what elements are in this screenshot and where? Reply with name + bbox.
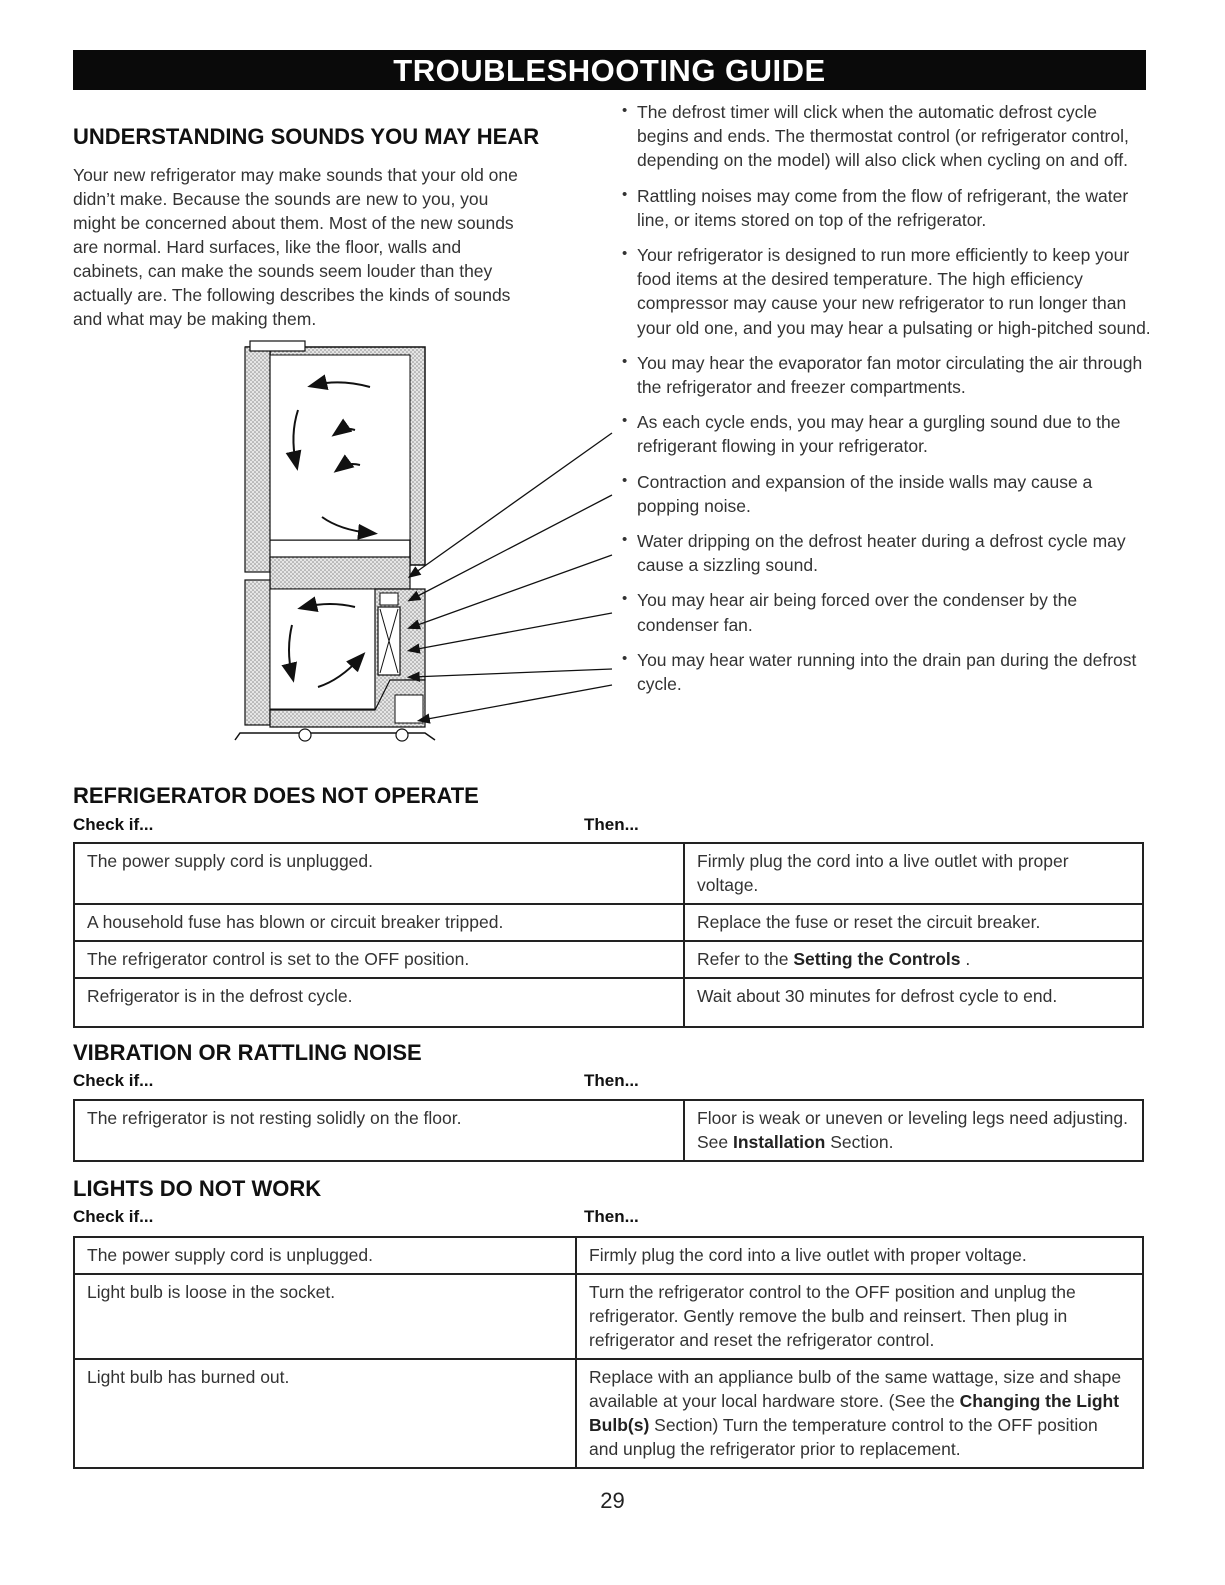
then-column-header: Then... [584, 815, 639, 834]
then-cell: Firmly plug the cord into a live outlet with proper voltage. [684, 843, 1143, 904]
leader-line [412, 613, 612, 650]
check-column-header: Check if... [73, 1207, 154, 1226]
fresh-food-door [245, 347, 270, 572]
freezer-compartment [270, 589, 375, 709]
sounds-heading: UNDERSTANDING SOUNDS YOU MAY HEAR [73, 124, 540, 149]
leader-line [412, 555, 612, 627]
then-cell: Wait about 30 minutes for defrost cycle to end. [684, 978, 1143, 1027]
then-cell: Replace with an appliance bulb of the same wattage, size and shape available at your local hardware store. (See the Changing the Light Bulb(s) Section) Turn the temperature control to the OFF position and unplug the refrigerator prior to replacement. [576, 1359, 1143, 1468]
sound-bullet: • Your refrigerator is designed to run more efficiently to keep your food items at the desired temperature. The high efficiency compressor may cause your new refrigerator to run longer than your old one, and you may hear a pulsating or high-pitched sound. [622, 243, 1152, 340]
intro-line: cabinets, can make the sounds seem louder than they [73, 261, 493, 281]
then-column-header: Then... [584, 1207, 639, 1226]
changing-light-bulbs-reference: Changing the Light Bulb(s) [589, 1391, 1120, 1435]
then-cell: Refer to the Setting the Controls . [684, 941, 1143, 978]
freezer-door [245, 580, 270, 725]
then-cell: Replace the fuse or reset the circuit breaker. [684, 904, 1143, 941]
troubleshooting-table [73, 842, 1144, 1028]
check-column-header: Check if... [73, 1071, 154, 1090]
check-column-header: Check if... [73, 815, 154, 834]
then-column-header: Then... [584, 1071, 639, 1090]
check-cell: The power supply cord is unplugged. [74, 843, 684, 904]
leader-line [412, 433, 612, 575]
sound-bullet: • Rattling noises may come from the flow of refrigerant, the water line, or items stored on top of the refrigerator. [622, 184, 1152, 232]
leader-line [412, 495, 612, 599]
installation-reference: Installation [733, 1132, 826, 1152]
check-cell: The refrigerator control is set to the OFF position. [74, 941, 684, 978]
table-row [74, 1359, 1143, 1468]
troubleshooting-table [73, 1236, 1144, 1469]
top-hinge [250, 341, 305, 351]
refrigerator-diagram [230, 335, 630, 755]
check-cell: The refrigerator is not resting solidly on the floor. [74, 1100, 684, 1161]
fan-motor [380, 593, 398, 605]
intro-line: didn’t make. Because the sounds are new to you, you [73, 189, 489, 209]
page-title-banner: TROUBLESHOOTING GUIDE [73, 50, 1146, 90]
check-cell: Light bulb is loose in the socket. [74, 1274, 576, 1359]
then-cell: Turn the refrigerator control to the OFF position and unplug the refrigerator. Gently remove the bulb and reinsert. Then plug in refrigerator and reset the refrigerator control. [576, 1274, 1143, 1359]
table-row [74, 843, 1143, 904]
check-cell: Refrigerator is in the defrost cycle. [74, 978, 684, 1027]
sounds-bullet-list [622, 100, 1152, 707]
sound-bullet: • Water dripping on the defrost heater during a defrost cycle may cause a sizzling sound. [622, 529, 1152, 577]
sounds-intro [73, 163, 593, 331]
table-row [74, 978, 1143, 1027]
sound-bullet: • You may hear the evaporator fan motor circulating the air through the refrigerator and freezer compartments. [622, 351, 1152, 399]
intro-line: are normal. Hard surfaces, like the floor, walls and [73, 237, 462, 257]
setting-controls-reference: Setting the Controls [793, 949, 961, 969]
sound-bullet: • As each cycle ends, you may hear a gurgling sound due to the refrigerant flowing in your refrigerator. [622, 410, 1152, 458]
section-heading: LIGHTS DO NOT WORK [73, 1176, 322, 1201]
troubleshooting-table [73, 1099, 1144, 1162]
check-cell: The power supply cord is unplugged. [74, 1237, 576, 1274]
check-cell: Light bulb has burned out. [74, 1359, 576, 1468]
table-row [74, 1100, 1143, 1161]
page-number: 29 [600, 1488, 625, 1513]
sound-bullet: • You may hear air being forced over the condenser by the condenser fan. [622, 588, 1152, 636]
intro-line: Your new refrigerator may make sounds that your old one [73, 165, 518, 185]
compressor [395, 695, 423, 723]
intro-line: might be concerned about them. Most of the new sounds [73, 213, 514, 233]
section-heading: VIBRATION OR RATTLING NOISE [73, 1040, 422, 1065]
sound-bullet: • You may hear water running into the drain pan during the defrost cycle. [622, 648, 1152, 696]
leader-line [422, 685, 612, 720]
table-row [74, 904, 1143, 941]
table-row [74, 1237, 1143, 1274]
intro-line: actually are. The following describes the kinds of sounds [73, 285, 511, 305]
mullion [270, 557, 410, 589]
then-cell: Floor is weak or uneven or leveling legs need adjusting. See Installation Section. [684, 1100, 1143, 1161]
sound-bullet: • The defrost timer will click when the automatic defrost cycle begins and ends. The thermostat control (or refrigerator control, depending on the model) will also click when cycling on and off. [622, 100, 1152, 173]
then-cell: Firmly plug the cord into a live outlet with proper voltage. [576, 1237, 1143, 1274]
sound-bullet: • Contraction and expansion of the inside walls may cause a popping noise. [622, 470, 1152, 518]
front-roller [299, 729, 311, 741]
intro-line: and what may be making them. [73, 309, 317, 329]
leader-line [412, 669, 612, 677]
check-cell: A household fuse has blown or circuit breaker tripped. [74, 904, 684, 941]
table-row [74, 1274, 1143, 1359]
section-heading: REFRIGERATOR DOES NOT OPERATE [73, 783, 479, 808]
rear-roller [396, 729, 408, 741]
table-row [74, 941, 1143, 978]
